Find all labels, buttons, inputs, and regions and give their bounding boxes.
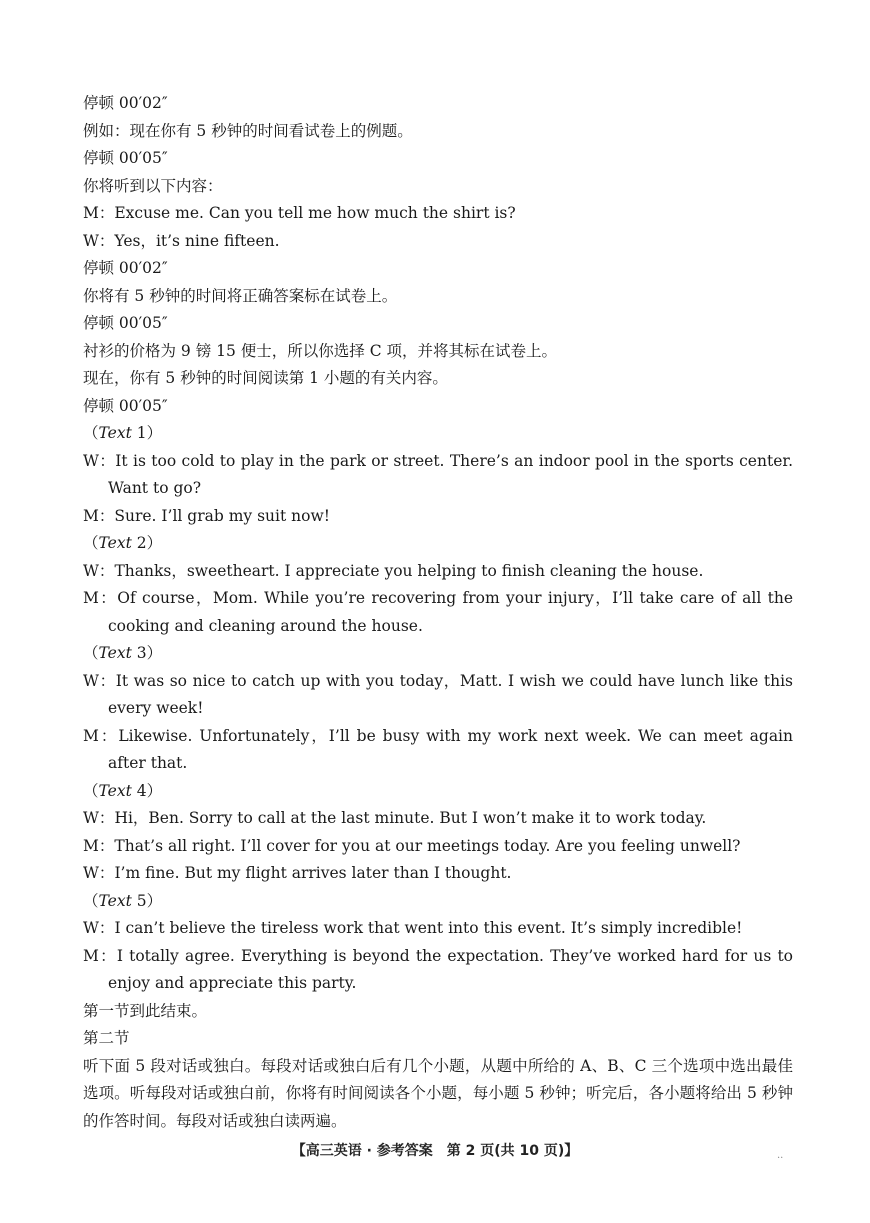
dialog-line: W：It is too cold to play in the park or street. There’s an indoor pool in the sports center. Want to go? [83,451,793,497]
dialog-line: W：Thanks，sweetheart. I appreciate you helping to finish cleaning the house. [83,561,704,580]
dialog-line: M：Likewise. Unfortunately，I’ll be busy with my work next week. We can meet again after that. [83,726,793,772]
section-instructions: 听下面 5 段对话或独白。每段对话或独白后有几个小题，从题中所给的 A、B、C 三个选项中选出最佳选项。听每段对话或独白前，你将有时间阅读各个小题，每小题 5 秒钟；听完后，各小题将给出 5 秒钟的作答时间。每段对话或独白读两遍。 [83,1056,793,1130]
section-title: 第二节 [83,1029,130,1047]
page-footer: 【高三英语 · 参考答案 第 2 页(共 10 页)】 [291,1143,579,1159]
section-end-line: 第一节到此结束。 [83,1001,208,1020]
pause-line: 停顿 00′02″ [83,94,168,112]
pause-line: 停顿 00′05″ [83,396,168,415]
dialog-line: M：Of course，Mom. While you’re recovering from your injury，I’ll take care of all the cooking and cleaning around the house. [83,589,794,635]
text-label: （Text 1） [83,424,163,442]
dialog-line: W：I can’t believe the tireless work that went into this event. It’s simply incredible! [83,919,743,937]
document-body [83,90,793,1135]
instruction-line: 你将听到以下内容： [83,176,223,195]
instruction-line: 衬衫的价格为 9 镑 15 便士，所以你选择 C 项，并将其标在试卷上。 [83,341,558,360]
text-label: （Text 3） [83,644,163,662]
dialog-line: W：Hi，Ben. Sorry to call at the last minute. But I won’t make it to work today. [83,809,707,827]
pause-line: 停顿 00′05″ [83,314,168,332]
example-dialog-line: W：Yes，it’s nine fifteen. [83,231,280,250]
text-label: （Text 5） [83,891,163,910]
pause-line: 停顿 00′05″ [83,149,168,167]
text-label: （Text 4） [83,781,163,800]
footer-mark: .. [777,1150,784,1161]
example-dialog-line: M：Excuse me. Can you tell me how much the shirt is? [83,204,516,222]
dialog-line: W：It was so nice to catch up with you today，Matt. I wish we could have lunch like this every week! [83,671,794,717]
dialog-line: M：I totally agree. Everything is beyond the expectation. They’ve worked hard for us to enjoy and appreciate this party. [83,946,794,992]
dialog-line: M：That’s all right. I’ll cover for you at our meetings today. Are you feeling unwell? [83,836,741,855]
instruction-line: 例如：现在你有 5 秒钟的时间看试卷上的例题。 [83,121,413,140]
text-label: （Text 2） [83,534,163,552]
dialog-line: M：Sure. I’ll grab my suit now! [83,506,330,525]
instruction-line: 现在，你有 5 秒钟的时间阅读第 1 小题的有关内容。 [83,369,448,387]
pause-line: 停顿 00′02″ [83,259,168,277]
dialog-line: W：I’m fine. But my flight arrives later than I thought. [83,864,512,882]
instruction-line: 你将有 5 秒钟的时间将正确答案标在试卷上。 [83,286,398,305]
